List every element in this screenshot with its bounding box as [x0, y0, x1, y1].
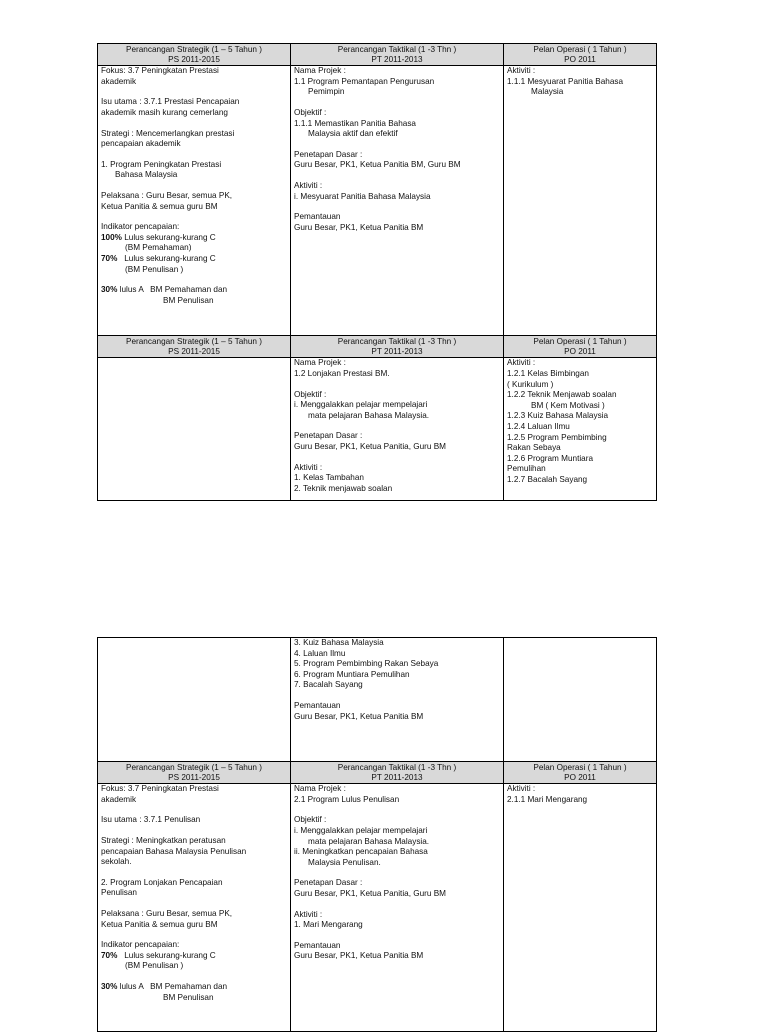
aktiviti-line: 4. Laluan Ilmu [294, 648, 346, 658]
operation-item: 1.2.6 Program Muntiara [507, 453, 594, 463]
projek-label: Nama Projek : [294, 66, 346, 76]
operation-item: Malaysia [531, 87, 564, 97]
operation-item: 1.2.7 Bacalah Sayang [507, 474, 588, 484]
aktiviti-line: 1. Mari Mengarang [294, 920, 363, 930]
objektif-line: Malaysia Penulisan. [308, 857, 381, 867]
aktiviti-line: 6. Program Muntiara Pemulihan [294, 669, 410, 679]
pelaksana-line: Pelaksana : Guru Besar, semua PK, [101, 190, 233, 200]
header-strategic: Perancangan Strategik (1 – 5 Tahun ) PS 2011-2015 [98, 44, 291, 66]
operation-item: 1.2.4 Laluan Ilmu [507, 421, 570, 431]
indikator-sub: BM Penulisan [163, 295, 214, 305]
projek-label: Nama Projek : [294, 358, 346, 368]
aktiviti-label: Aktiviti : [294, 909, 323, 919]
operation-item: BM ( Kem Motivasi ) [531, 400, 605, 410]
fokus-line: akademik [101, 794, 137, 804]
indikator-sub: BM Penulisan [163, 992, 214, 1002]
pemantauan-label: Pemantauan [294, 212, 341, 222]
isu-line: Isu utama : 3.7.1 Penulisan [101, 815, 201, 825]
content-row [98, 638, 657, 762]
operation-cell [504, 66, 657, 336]
content-row [98, 358, 657, 501]
operation-item: 1.2.5 Program Pembimbing [507, 432, 607, 442]
operation-item: 1.2.1 Kelas Bimbingan [507, 368, 589, 378]
aktiviti-line: 1. Kelas Tambahan [294, 473, 364, 483]
header-operation: Pelan Operasi ( 1 Tahun ) PO 2011 [504, 336, 657, 358]
pelaksana-line: Ketua Panitia & semua guru BM [101, 919, 218, 929]
fokus-line: akademik [101, 76, 137, 86]
indikator-sub: (BM Penulisan ) [125, 961, 184, 971]
program-line: 2. Program Lonjakan Pencapaian [101, 877, 223, 887]
plan-table-2 [97, 637, 657, 1032]
pemantauan-label: Pemantauan [294, 700, 341, 710]
operation-item: ( Kurikulum ) [507, 379, 554, 389]
operation-cell [504, 358, 657, 501]
tactical-cell [291, 784, 504, 1032]
operation-item: 2.1.1 Mari Mengarang [507, 794, 588, 804]
operation-label: Aktiviti : [507, 66, 536, 76]
indikator-label: Indikator pencapaian: [101, 940, 180, 950]
strategi-line: sekolah. [101, 857, 132, 867]
dasar-label: Penetapan Dasar : [294, 149, 363, 159]
header-row [98, 44, 657, 66]
aktiviti-line: 5. Program Pembimbing Rakan Sebaya [294, 659, 439, 669]
strategic-cell [98, 358, 291, 501]
header-tactical: Perancangan Taktikal (1 -3 Thn ) PT 2011-2013 [291, 762, 504, 784]
objektif-line: mata pelajaran Bahasa Malaysia. [308, 410, 430, 420]
operation-item: Rakan Sebaya [507, 443, 561, 453]
indikator-sub: (BM Penulisan ) [125, 264, 184, 274]
pemantauan-line: Guru Besar, PK1, Ketua Panitia BM [294, 711, 424, 721]
strategi-line: Strategi : Meningkatkan peratusan [101, 835, 226, 845]
indikator-item: 30% lulus A BM Pemahaman dan [101, 981, 228, 991]
fokus-line: Fokus: 3.7 Peningkatan Prestasi [101, 784, 219, 794]
header-operation: Pelan Operasi ( 1 Tahun ) PO 2011 [504, 762, 657, 784]
indikator-item: 70% Lulus sekurang-kurang C [101, 253, 216, 263]
projek-line: 1.1 Program Pemantapan Pengurusan [294, 76, 435, 86]
operation-item: 1.2.3 Kuiz Bahasa Malaysia [507, 411, 609, 421]
strategic-cell [98, 784, 291, 1032]
strategic-cell [98, 638, 291, 762]
program-line: Penulisan [101, 888, 137, 898]
aktiviti-line: 2. Teknik menjawab soalan [294, 483, 393, 493]
objektif-line: 1.1.1 Memastikan Panitia Bahasa [294, 118, 416, 128]
strategi-line: Strategi : Mencemerlangkan prestasi [101, 128, 235, 138]
header-tactical: Perancangan Taktikal (1 -3 Thn ) PT 2011-2013 [291, 336, 504, 358]
program-line: 1. Program Peningkatan Prestasi [101, 159, 222, 169]
indikator-item: 70% Lulus sekurang-kurang C [101, 950, 216, 960]
aktiviti-label: Aktiviti : [294, 180, 323, 190]
indikator-item: 100% Lulus sekurang-kurang C [101, 232, 216, 242]
objektif-line: ii. Meningkatkan pencapaian Bahasa [294, 847, 428, 857]
strategi-line: pencapaian Bahasa Malaysia Penulisan [101, 846, 247, 856]
header-strategic: Perancangan Strategik (1 – 5 Tahun ) PS 2011-2015 [98, 762, 291, 784]
pelaksana-line: Ketua Panitia & semua guru BM [101, 201, 218, 211]
plan-table-1 [97, 43, 657, 501]
objektif-line: Malaysia aktif dan efektif [308, 129, 398, 139]
objektif-label: Objektif : [294, 815, 327, 825]
dasar-line: Guru Besar, PK1, Ketua Panitia BM, Guru BM [294, 160, 461, 170]
operation-cell [504, 638, 657, 762]
indikator-label: Indikator pencapaian: [101, 222, 180, 232]
dasar-label: Penetapan Dasar : [294, 878, 363, 888]
aktiviti-line: 3. Kuiz Bahasa Malaysia [294, 638, 384, 647]
objektif-line: mata pelajaran Bahasa Malaysia. [308, 836, 430, 846]
header-operation: Pelan Operasi ( 1 Tahun ) PO 2011 [504, 44, 657, 66]
dasar-label: Penetapan Dasar : [294, 431, 363, 441]
tactical-cell [291, 638, 504, 762]
content-row [98, 784, 657, 1032]
operation-item: 1.2.2 Teknik Menjawab soalan [507, 390, 617, 400]
fokus-line: Fokus: 3.7 Peningkatan Prestasi [101, 66, 219, 76]
objektif-line: i. Menggalakkan pelajar mempelajari [294, 825, 428, 835]
header-row [98, 762, 657, 784]
projek-line: Pemimpin [308, 87, 345, 97]
pelaksana-line: Pelaksana : Guru Besar, semua PK, [101, 908, 233, 918]
header-tactical: Perancangan Taktikal (1 -3 Thn ) PT 2011-2013 [291, 44, 504, 66]
strategi-line: pencapaian akademik [101, 139, 181, 149]
objektif-label: Objektif : [294, 389, 327, 399]
indikator-item: 30% lulus A BM Pemahaman dan [101, 285, 228, 295]
tactical-cell [291, 66, 504, 336]
pemantauan-line: Guru Besar, PK1, Ketua Panitia BM [294, 951, 424, 961]
dasar-line: Guru Besar, PK1, Ketua Panitia, Guru BM [294, 888, 446, 898]
isu-line: akademik masih kurang cemerlang [101, 107, 228, 117]
tactical-cell [291, 358, 504, 501]
strategic-cell [98, 66, 291, 336]
operation-label: Aktiviti : [507, 358, 536, 368]
header-strategic: Perancangan Strategik (1 – 5 Tahun ) PS 2011-2015 [98, 336, 291, 358]
program-line: Bahasa Malaysia [115, 170, 178, 180]
content-row [98, 66, 657, 336]
aktiviti-line: 7. Bacalah Sayang [294, 680, 363, 690]
operation-item: 1.1.1 Mesyuarat Panitia Bahasa [507, 76, 624, 86]
operation-label: Aktiviti : [507, 784, 536, 794]
indikator-sub: (BM Pemahaman) [125, 243, 192, 253]
aktiviti-label: Aktiviti : [294, 462, 323, 472]
projek-line: 2.1 Program Lulus Penulisan [294, 794, 400, 804]
dasar-line: Guru Besar, PK1, Ketua Panitia, Guru BM [294, 441, 446, 451]
operation-cell [504, 784, 657, 1032]
aktiviti-line: i. Mesyuarat Panitia Bahasa Malaysia [294, 191, 431, 201]
pemantauan-label: Pemantauan [294, 940, 341, 950]
isu-line: Isu utama : 3.7.1 Prestasi Pencapaian [101, 97, 240, 107]
projek-label: Nama Projek : [294, 784, 346, 794]
objektif-label: Objektif : [294, 107, 327, 117]
pemantauan-line: Guru Besar, PK1, Ketua Panitia BM [294, 222, 424, 232]
projek-line: 1.2 Lonjakan Prestasi BM. [294, 368, 390, 378]
operation-item: Pemulihan [507, 464, 546, 474]
header-row [98, 336, 657, 358]
objektif-line: i. Menggalakkan pelajar mempelajari [294, 400, 428, 410]
